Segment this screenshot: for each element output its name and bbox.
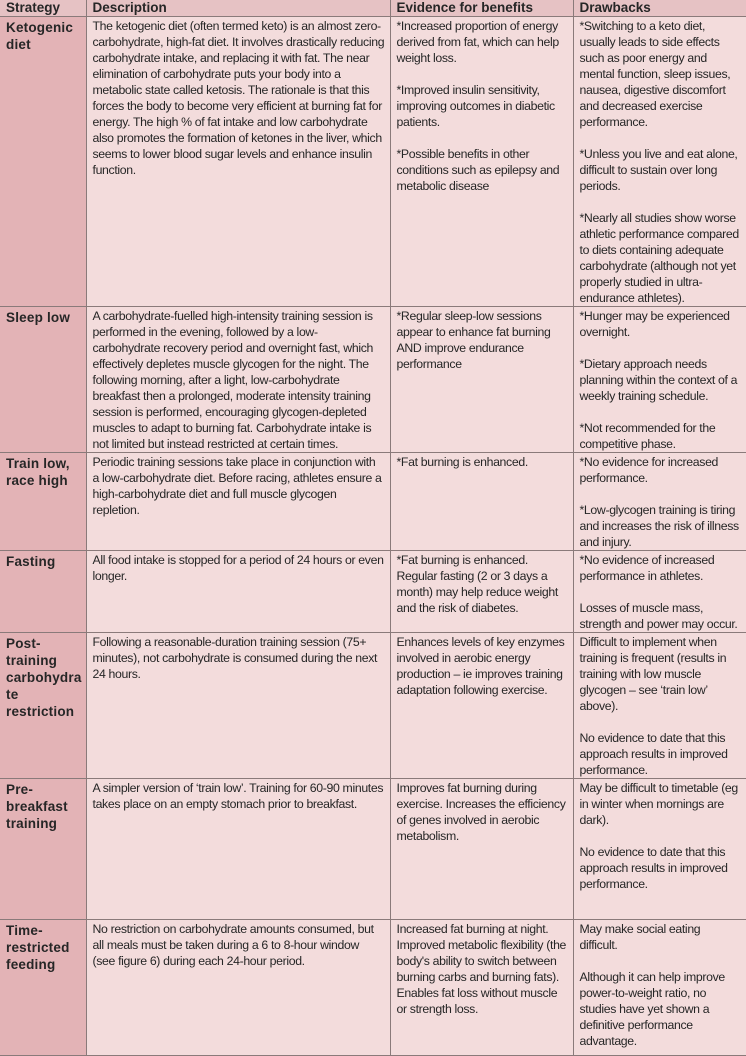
table-row-train-low-race-high — [0, 453, 746, 551]
strategy-cell: Ketogenic diet — [0, 17, 86, 307]
table-row-pre-breakfast-training — [0, 779, 746, 920]
header-row — [0, 0, 746, 17]
table-row-ketogenic-diet — [0, 17, 746, 307]
drawback-item: *Nearly all studies show worse athletic performance compared to diets containing adequate carbohydrate (although not yet properly studied in ultra-endurance athletes). — [579, 211, 739, 305]
drawbacks-cell — [573, 633, 746, 779]
drawbacks-cell — [573, 779, 746, 920]
evidence-cell — [390, 779, 573, 920]
evidence-item: Increased fat burning at night. Improved metabolic flexibility (the body's ability to switch between burning carbs and burning fats). Enables fat loss without muscle or strength loss. — [396, 922, 567, 1016]
drawbacks-cell — [573, 920, 746, 1056]
header-drawbacks: Drawbacks — [573, 0, 746, 17]
drawback-item: *No evidence of increased performance in athletes. — [579, 553, 715, 583]
drawback-item: No evidence to date that this approach results in improved performance. — [579, 731, 728, 777]
drawback-item: *Dietary approach needs planning within the context of a weekly training schedule. — [579, 357, 738, 403]
evidence-item: *Fat burning is enhanced. — [396, 455, 528, 469]
drawback-item: May be difficult to timetable (eg in winter when mornings are dark). — [579, 781, 738, 827]
evidence-cell — [390, 307, 573, 453]
strategy-cell: Post-training carbohydra te restriction — [0, 633, 86, 779]
evidence-item: Enhances levels of key enzymes involved in aerobic energy production – ie improves training adaptation following exercise. — [396, 635, 565, 697]
description-cell: A carbohydrate-fuelled high-intensity training session is performed in the evening, followed by a low-carbohydrate recovery period and overnight fast, which effectively depletes muscle glycogen for the night. The following morning, after a light, low-carbohydrate breakfast then a prolonged, moderate intensity training session is performed, encouraging glycogen-depleted muscles to adapt to burning fat. Carbohydrate intake is not limited but instead restricted at certain times. — [86, 307, 390, 453]
drawback-item: Difficult to implement when training is frequent (results in training with low muscle glycogen – see ‘train low’ above). — [579, 635, 727, 713]
evidence-item: *Increased proportion of energy derived from fat, which can help weight loss. — [396, 19, 559, 65]
description-cell: No restriction on carbohydrate amounts consumed, but all meals must be taken during a 6 to 8-hour window (see figure 6) during each 24-hour period. — [86, 920, 390, 1056]
evidence-item: *Fat burning is enhanced. Regular fasting (2 or 3 days a month) may help reduce weight and the risk of diabetes. — [396, 553, 558, 615]
description-cell: A simpler version of ‘train low’. Training for 60-90 minutes takes place on an empty stomach prior to breakfast. — [86, 779, 390, 920]
strategy-cell: Time-restricted feeding — [0, 920, 86, 1056]
table-row-fasting — [0, 551, 746, 633]
strategy-cell: Fasting — [0, 551, 86, 633]
drawbacks-cell — [573, 17, 746, 307]
strategy-cell: Train low, race high — [0, 453, 86, 551]
strategy-cell: Sleep low — [0, 307, 86, 453]
drawbacks-cell — [573, 453, 746, 551]
drawback-item: *Low-glycogen training is tiring and increases the risk of illness and injury. — [579, 503, 739, 549]
evidence-cell — [390, 17, 573, 307]
drawback-item: *Switching to a keto diet, usually leads to side effects such as poor energy and mental function, sleep issues, nausea, digestive discomfort and decreased exercise performance. — [579, 19, 731, 129]
evidence-cell — [390, 920, 573, 1056]
strategy-cell: Pre-breakfast training — [0, 779, 86, 920]
header-strategy: Strategy — [0, 0, 86, 17]
drawbacks-cell — [573, 551, 746, 633]
header-description: Description — [86, 0, 390, 17]
evidence-item: *Improved insulin sensitivity, improving outcomes in diabetic patients. — [396, 83, 555, 129]
drawback-item: May make social eating difficult. — [579, 922, 701, 952]
description-cell: Following a reasonable-duration training session (75+ minutes), not carbohydrate is consumed during the next 24 hours. — [86, 633, 390, 779]
header-evidence: Evidence for benefits — [390, 0, 573, 17]
evidence-cell — [390, 551, 573, 633]
description-cell: Periodic training sessions take place in conjunction with a low-carbohydrate diet. Before racing, athletes ensure a high-carbohydrate diet and full muscle glycogen repletion. — [86, 453, 390, 551]
evidence-cell — [390, 633, 573, 779]
drawback-item: *Hunger may be experienced overnight. — [579, 309, 730, 339]
drawback-item: *Not recommended for the competitive phase. — [579, 421, 716, 451]
drawback-item: Losses of muscle mass, strength and power may occur. — [579, 601, 738, 631]
evidence-cell — [390, 453, 573, 551]
drawback-item: *No evidence for increased performance. — [579, 455, 719, 485]
drawback-item: Although it can help improve power-to-weight ratio, no studies have yet shown a definitive performance advantage. — [579, 970, 725, 1048]
evidence-item: *Possible benefits in other conditions such as epilepsy and metabolic disease — [396, 147, 560, 193]
description-cell: All food intake is stopped for a period of 24 hours or even longer. — [86, 551, 390, 633]
description-cell: The ketogenic diet (often termed keto) is an almost zero-carbohydrate, high-fat diet. It involves drastically reducing carbohydrate intake, and replacing it with fat. The near elimination of carbohydrate puts your body into a metabolic state called ketosis. The rationale is that this forces the body to become very efficient at burning fat for energy. The high % of fat intake and low carbohydrate also promotes the formation of ketones in the liver, which seems to lower blood sugar levels and enhance insulin function. — [86, 17, 390, 307]
evidence-item: *Regular sleep-low sessions appear to enhance fat burning AND improve endurance performance — [396, 309, 551, 371]
table-row-sleep-low — [0, 307, 746, 453]
evidence-item: Improves fat burning during exercise. Increases the efficiency of genes involved in aerobic metabolism. — [396, 781, 566, 843]
drawback-item: No evidence to date that this approach results in improved performance. — [579, 845, 728, 891]
table-row-post-training-restriction — [0, 633, 746, 779]
drawbacks-cell — [573, 307, 746, 453]
drawback-item: *Unless you live and eat alone, difficult to sustain over long periods. — [579, 147, 738, 193]
table-row-time-restricted-feeding — [0, 920, 746, 1056]
